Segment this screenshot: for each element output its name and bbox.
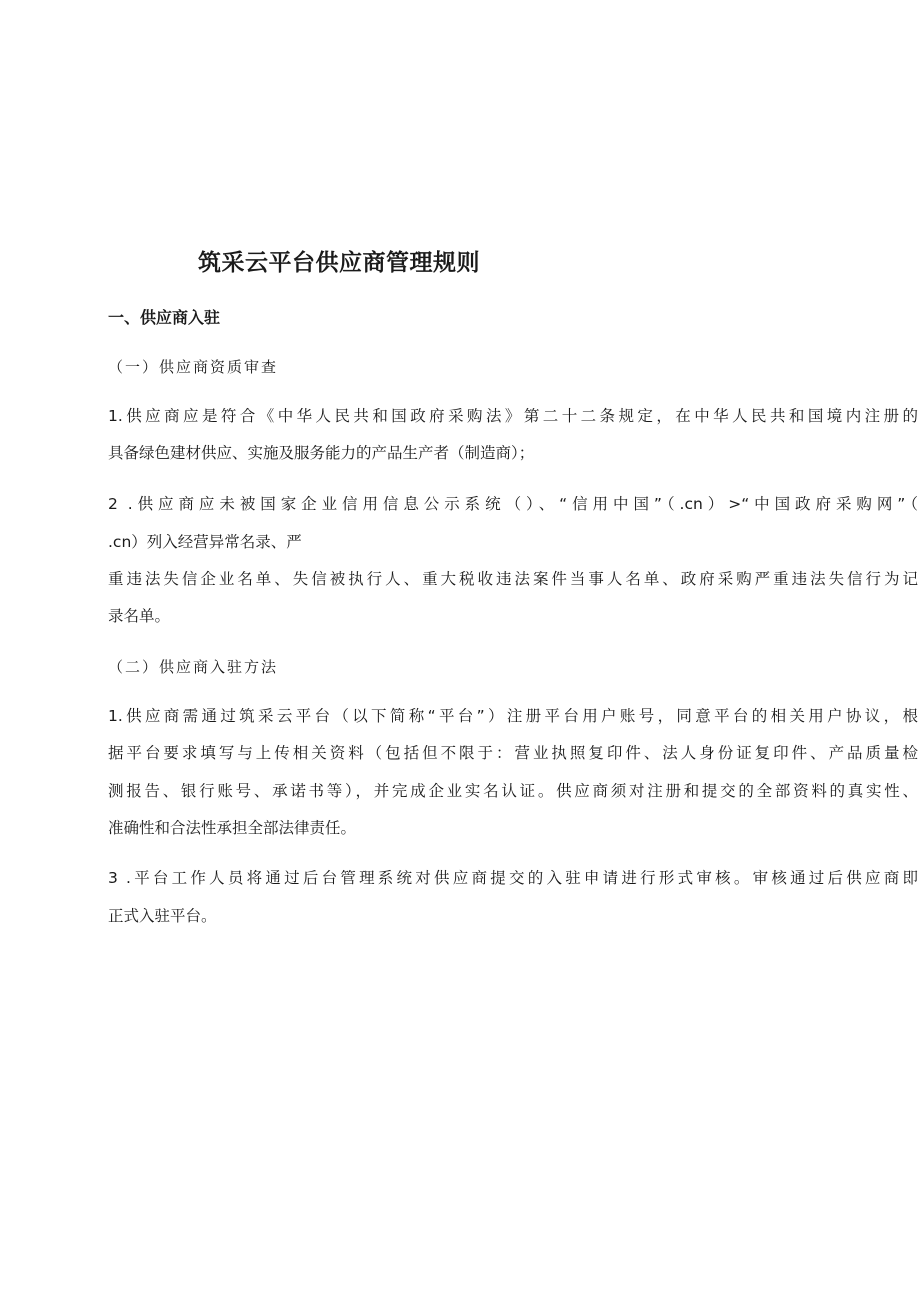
- paragraph-line: 据平台要求填写与上传相关资料（包括但不限于：营业执照复印件、法人身份证复印件、产品质量检: [108, 744, 918, 762]
- paragraph-line: 录名单。: [108, 607, 171, 625]
- paragraph-line: 具备绿色建材供应、实施及服务能力的产品生产者（制造商）；: [108, 444, 535, 462]
- subsection-heading-qualification-review: （一）供应商资质审查: [108, 358, 279, 376]
- paragraph-line: .cn）列入经营异常名录、严: [108, 533, 302, 551]
- section-heading-supplier-entry: 一、供应商入驻: [108, 308, 221, 327]
- document-title: 筑采云平台供应商管理规则: [198, 250, 480, 276]
- subsection-heading-entry-method: （二）供应商入驻方法: [108, 658, 279, 676]
- paragraph-line: 1.供应商应是符合《中华人民共和国政府采购法》第二十二条规定，在中华人民共和国境内注册的: [108, 407, 918, 425]
- paragraph-line: 重违法失信企业名单、失信被执行人、重大税收违法案件当事人名单、政府采购严重违法失信行为记: [108, 570, 918, 588]
- paragraph-line: 准确性和合法性承担全部法律责任。: [108, 819, 357, 837]
- paragraph-line: 正式入驻平台。: [108, 907, 217, 925]
- paragraph-line: 3 .平台工作人员将通过后台管理系统对供应商提交的入驻申请进行形式审核。审核通过后供应商即: [108, 869, 918, 887]
- paragraph-line: 1.供应商需通过筑采云平台（以下简称“平台”）注册平台用户账号，同意平台的相关用户协议，根: [108, 707, 918, 725]
- paragraph-line: 2 .供应商应未被国家企业信用信息公示系统（）、“信用中国”（.cn）>“中国政府采购网”（: [108, 495, 918, 513]
- paragraph-line: 测报告、银行账号、承诺书等），并完成企业实名认证。供应商须对注册和提交的全部资料的真实性、: [108, 782, 918, 800]
